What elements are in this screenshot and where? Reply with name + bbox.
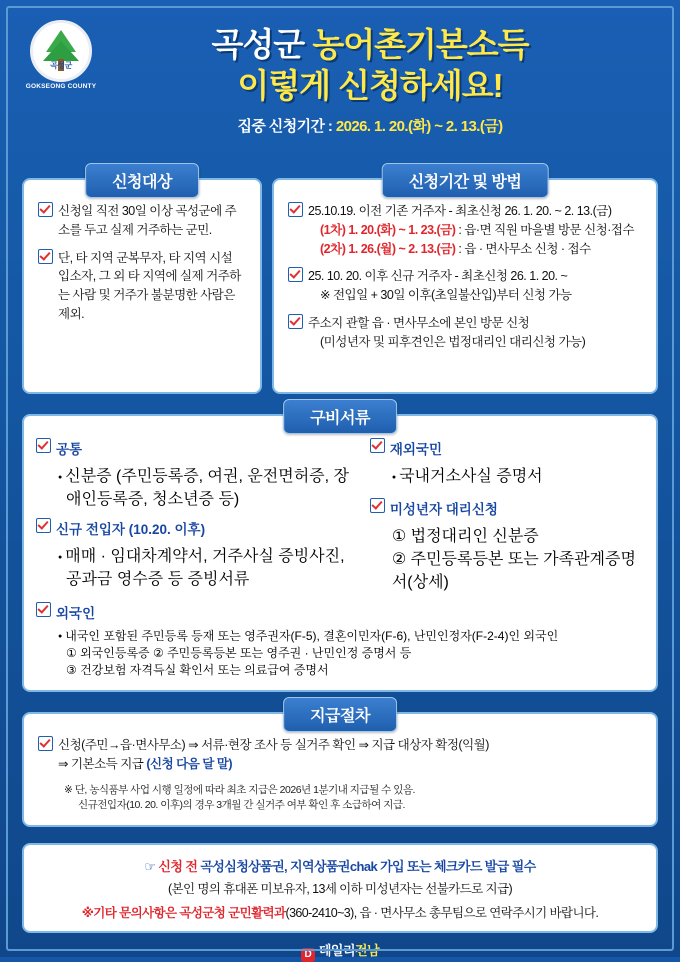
- card-target-title: 신청대상: [85, 163, 199, 198]
- card-target-body: [24, 180, 260, 392]
- list-item: [288, 314, 642, 352]
- period-item-2: [308, 267, 642, 305]
- period-item-2-sub: ※ 전입일 + 30일 이후(초일불산입)부터 신청 가능: [320, 288, 572, 302]
- check-icon: [36, 602, 51, 617]
- list-item: [36, 518, 358, 538]
- check-icon: [288, 267, 303, 282]
- payment-flow-line-1: 신청(주민→읍·면사무소) ⇒ 서류·현장 조사 등 실거주 확인 ⇒ 지급 대상자 확정(익월): [58, 738, 489, 752]
- subtitle-dates: 2026. 1. 20.(화) ~ 2. 13.(금): [335, 117, 503, 135]
- doc-common-lines: [36, 463, 358, 509]
- footer-line-3-a: ※기타 문의사항은 곡성군청 군민활력과: [81, 905, 286, 920]
- card-payment: [22, 708, 658, 827]
- card-documents-title: 구비서류: [283, 399, 397, 434]
- list-item: [38, 736, 642, 774]
- doc-common-line-1: ● 신분증 (주민등록증, 여권, 운전면허증, 장애인등록증, 청소년증 등): [56, 463, 358, 509]
- documents-foreigner-block: [24, 602, 656, 690]
- card-period-title: 신청기간 및 방법: [382, 163, 549, 198]
- list-item: [370, 498, 644, 518]
- target-item-2: 단, 타 지역 군복무자, 타 지역 시설 입소자, 그 외 타 지역에 실제 거주하는 사람 및 거주가 불분명한 사람은 제외.: [58, 250, 241, 321]
- period-item-3-main: 주소지 관할 읍 · 면사무소에 본인 방문 신청: [308, 315, 530, 330]
- period-item-3: [308, 314, 642, 352]
- brand-mark-icon: D: [301, 948, 315, 962]
- doc-overseas-head: 재외국민: [389, 442, 443, 457]
- doc-common-head: 공통: [56, 442, 83, 457]
- doc-overseas-line-1: ● 국내거소사실 증명서: [390, 463, 644, 486]
- doc-minor-line-2: ② 주민등록등본 또는 가족관계증명서(상세): [391, 551, 636, 591]
- period-sub2-rest: : 읍 · 면사무소 신청 · 접수: [455, 241, 591, 256]
- card-documents: [22, 410, 658, 692]
- payment-flow-highlight: (신청 다음 달 말): [146, 756, 233, 771]
- poster-title-line1: [68, 26, 672, 64]
- target-item-1: 신청일 직전 30일 이상 곡성군에 주소를 두고 실제 거주하는 군민.: [58, 204, 237, 237]
- section-row-payment: [8, 692, 672, 827]
- period-item-1: [308, 202, 642, 258]
- doc-foreigner-lines: [36, 627, 644, 678]
- title-line1-prefix: 곡성군: [211, 26, 313, 63]
- title-line1-highlight: 농어촌기본소득: [312, 26, 529, 63]
- check-icon: [370, 438, 385, 453]
- gokseong-logo: [22, 20, 100, 98]
- check-icon: [370, 498, 385, 513]
- doc-newcomer-lines: [36, 543, 358, 589]
- footer-line-3: [36, 903, 644, 921]
- period-item-3-sub: (미성년자 및 피후견인은 법정대리인 대리신청 가능): [320, 334, 586, 349]
- card-payment-title: 지급절차: [283, 697, 397, 732]
- period-sub2-bold: (2차) 1. 26.(월) ~ 2. 13.(금): [320, 241, 456, 256]
- title-block: [8, 8, 672, 136]
- check-icon: [288, 314, 303, 329]
- period-item-1-sub1: [308, 221, 642, 240]
- check-icon: [38, 736, 53, 751]
- footer-phone: (360-2410~3): [285, 905, 354, 920]
- doc-minor-line-1: ① 법정대리인 신분증: [391, 528, 539, 545]
- footer-notice: [22, 843, 658, 933]
- check-icon: [288, 202, 303, 217]
- payment-flow: [58, 736, 642, 774]
- list-item: [38, 202, 246, 240]
- section-row-documents: [8, 394, 672, 692]
- payment-note-1: ※ 단, 농식품부 사업 시행 일정에 따라 최초 지급은 2026년 1분기내 지급될 수 있음.: [64, 783, 415, 796]
- documents-columns: [24, 416, 656, 602]
- logo-name-en: GOKSEONG COUNTY: [25, 83, 97, 90]
- payment-note-2: 신규전입자(10. 20. 이후)의 경우 3개월 간 실거주 여부 확인 후 소급하여 지급.: [78, 798, 405, 811]
- footer-line-1-a: 신청 전: [158, 858, 201, 874]
- period-item-2-main: 25. 10. 20. 이후 신규 거주자 - 최초신청 26. 1. 20. ~: [308, 269, 568, 284]
- card-target: [22, 174, 262, 394]
- doc-foreigner-numbered-1: ① 외국인등록증 ② 주민등록등본 또는 영주권 · 난민인정 증명서 등: [66, 646, 412, 660]
- publisher-brand: [8, 940, 672, 962]
- list-item: [38, 249, 246, 324]
- doc-foreigner-head: 외국인: [56, 606, 96, 621]
- doc-newcomer-head: 신규 전입자 (10.20. 이후): [56, 522, 206, 537]
- list-item: [288, 202, 642, 258]
- payment-flow-line-2: ⇒ 기본소득 지급: [58, 756, 147, 771]
- card-period-body: [274, 180, 656, 392]
- footer-line-1-b: 곡성심청상품권, 지역상품권chak 가입 또는 체크카드 발급 필수: [200, 858, 536, 874]
- period-item-1-main: 25.10.19. 이전 기존 거주자 - 최초신청 26. 1. 20. ~ 2. 13.(금): [308, 204, 612, 218]
- period-sub1-bold: (1차) 1. 20.(화) ~ 1. 23.(금): [320, 222, 456, 237]
- brand-name-b: 전남: [355, 942, 380, 958]
- poster-title-line2: 이렇게 신청하세요!: [237, 66, 503, 104]
- subtitle-label: 집중 신청기간 :: [237, 117, 336, 135]
- tree-bottom-shape: [43, 41, 79, 61]
- list-item: [36, 602, 644, 622]
- brand-name-a: 데일리: [318, 942, 356, 958]
- check-icon: [36, 438, 51, 453]
- list-item: [370, 438, 644, 458]
- doc-minor-head: 미성년자 대리신청: [389, 502, 498, 517]
- card-period: [272, 174, 658, 394]
- footer-line-1: [36, 856, 644, 875]
- tree-emblem-icon: [30, 20, 92, 82]
- poster-subtitle: [68, 115, 672, 136]
- footer-line-2: (본인 명의 휴대폰 미보유자, 13세 이하 미성년자는 선불카드로 지급): [167, 881, 513, 896]
- documents-left-column: [36, 438, 364, 592]
- logo-name-ko: 곡성군: [50, 61, 72, 70]
- doc-foreigner-numbered-2: ③ 건강보험 자격득실 확인서 또는 의료급여 증명서: [66, 663, 329, 677]
- poster-header: [8, 8, 672, 158]
- list-item: [288, 267, 642, 305]
- documents-right-column: [364, 438, 644, 592]
- doc-foreigner-bullet: ● 내국인 포함된 주민등록 등재 또는 영주권자(F-5), 결혼이민자(F-6), 난민인정자(F-2-4)인 외국인: [56, 627, 644, 644]
- footer-line-3-c: , 읍 · 면사무소 총무팀으로 연락주시기 바랍니다.: [353, 905, 599, 920]
- period-item-1-sub2: [308, 240, 642, 259]
- pointing-hand-icon: ☞: [144, 858, 156, 874]
- doc-newcomer-line-1: ● 매매 · 임대차계약서, 거주사실 증빙사진, 공과금 영수증 등 증빙서류: [56, 543, 358, 589]
- check-icon: [36, 518, 51, 533]
- period-sub1-rest: : 읍·면 직원 마을별 방문 신청·접수: [455, 222, 635, 237]
- list-item: [36, 438, 358, 458]
- doc-overseas-lines: [370, 463, 644, 486]
- check-icon: [38, 249, 53, 264]
- section-row-top: [8, 158, 672, 394]
- check-icon: [38, 202, 53, 217]
- doc-minor-lines: [370, 523, 644, 592]
